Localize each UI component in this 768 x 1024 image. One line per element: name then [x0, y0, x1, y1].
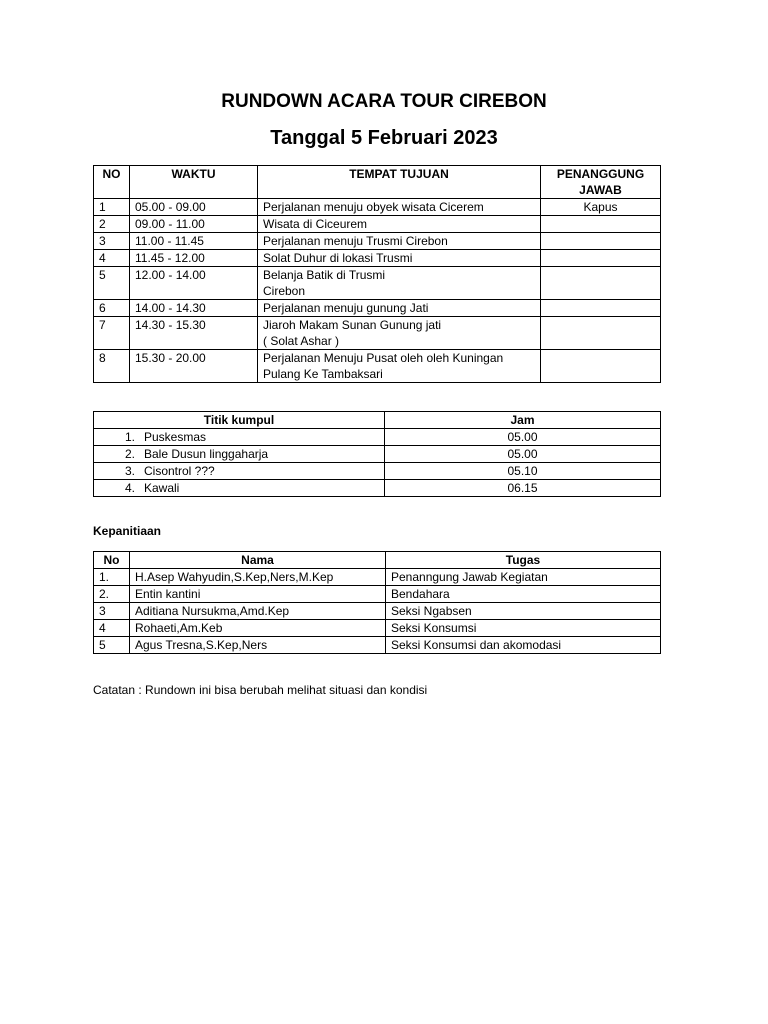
row-no: 5 — [94, 267, 130, 300]
table-row — [94, 250, 661, 267]
row-tempat-tujuan — [258, 233, 541, 250]
table-row — [94, 480, 661, 497]
row-no: 2. — [94, 586, 130, 603]
row-tempat-tujuan — [258, 350, 541, 383]
titik-name: Kawali — [144, 481, 180, 495]
row-tempat-tujuan — [258, 267, 541, 300]
table-row — [94, 350, 661, 383]
header-nama: Nama — [130, 552, 386, 569]
header-no: No — [94, 552, 130, 569]
table-row — [94, 603, 661, 620]
row-titik-kumpul — [94, 446, 385, 463]
tempat-line: Jiaroh Makam Sunan Gunung jati — [263, 318, 442, 332]
header-jam: Jam — [385, 412, 661, 429]
header-waktu: WAKTU — [130, 166, 258, 199]
row-tempat-tujuan — [258, 216, 541, 233]
row-tugas: Seksi Konsumsi — [386, 620, 661, 637]
tempat-line: Belanja Batik di Trusmi — [263, 268, 386, 282]
row-no: 4 — [94, 620, 130, 637]
tempat-line: ( Solat Ashar ) — [263, 334, 340, 348]
row-titik-kumpul — [94, 463, 385, 480]
row-penanggung-jawab — [541, 216, 661, 233]
row-waktu: 09.00 - 11.00 — [130, 216, 258, 233]
row-tempat-tujuan — [258, 300, 541, 317]
row-waktu: 14.00 - 14.30 — [130, 300, 258, 317]
header-tempat-tujuan: TEMPAT TUJUAN — [258, 166, 541, 199]
header-tugas: Tugas — [386, 552, 661, 569]
table-row — [94, 620, 661, 637]
tempat-line: Perjalanan Menuju Pusat oleh oleh Kuningan — [263, 351, 504, 365]
row-penanggung-jawab — [541, 267, 661, 300]
table-row — [94, 317, 661, 350]
row-jam: 05.10 — [385, 463, 661, 480]
row-no: 3 — [94, 233, 130, 250]
row-penanggung-jawab: Kapus — [541, 199, 661, 216]
row-tempat-tujuan — [258, 317, 541, 350]
row-jam: 05.00 — [385, 446, 661, 463]
row-no: 1 — [94, 199, 130, 216]
titik-name: Bale Dusun linggaharja — [144, 447, 269, 461]
header-titik-kumpul: Titik kumpul — [94, 412, 385, 429]
row-tugas: Seksi Konsumsi dan akomodasi — [386, 637, 661, 654]
row-no: 3 — [94, 603, 130, 620]
row-penanggung-jawab — [541, 250, 661, 267]
row-waktu: 15.30 - 20.00 — [130, 350, 258, 383]
table-row — [94, 199, 661, 216]
document-title: RUNDOWN ACARA TOUR CIREBON — [221, 91, 547, 112]
row-no: 1. — [94, 569, 130, 586]
row-nama: Aditiana Nursukma,Amd.Kep — [130, 603, 386, 620]
header-no: NO — [94, 166, 130, 199]
meeting-point-table — [93, 411, 661, 497]
tempat-line: Perjalanan menuju gunung Jati — [263, 301, 429, 315]
tempat-line: Perjalanan menuju obyek wisata Cicerem — [263, 200, 484, 214]
note-text: Catatan : Rundown ini bisa berubah melihat situasi dan kondisi — [93, 683, 428, 697]
tempat-line: Pulang Ke Tambaksari — [263, 367, 383, 381]
row-penanggung-jawab — [541, 317, 661, 350]
row-no: 8 — [94, 350, 130, 383]
table-row — [94, 586, 661, 603]
row-nama: Rohaeti,Am.Keb — [130, 620, 386, 637]
table-row — [94, 463, 661, 480]
list-number: 3. — [124, 464, 135, 478]
table-row — [94, 267, 661, 300]
row-penanggung-jawab — [541, 300, 661, 317]
tempat-line: Perjalanan menuju Trusmi Cirebon — [263, 234, 448, 248]
row-penanggung-jawab — [541, 350, 661, 383]
tempat-line: Wisata di Ciceurem — [263, 217, 368, 231]
row-nama: Entin kantini — [130, 586, 386, 603]
row-tugas: Bendahara — [386, 586, 661, 603]
titik-name: Puskesmas — [144, 430, 207, 444]
row-tempat-tujuan — [258, 199, 541, 216]
table-row — [94, 216, 661, 233]
row-waktu: 14.30 - 15.30 — [130, 317, 258, 350]
row-nama: Agus Tresna,S.Kep,Ners — [130, 637, 386, 654]
row-nama: H.Asep Wahyudin,S.Kep,Ners,M.Kep — [130, 569, 386, 586]
table-row — [94, 637, 661, 654]
row-jam: 06.15 — [385, 480, 661, 497]
row-no: 2 — [94, 216, 130, 233]
titik-name: Cisontrol ??? — [144, 464, 215, 478]
list-number: 2. — [124, 447, 135, 461]
row-waktu: 12.00 - 14.00 — [130, 267, 258, 300]
row-waktu: 11.45 - 12.00 — [130, 250, 258, 267]
row-tugas: Seksi Ngabsen — [386, 603, 661, 620]
list-number: 4. — [124, 481, 135, 495]
row-waktu: 11.00 - 11.45 — [130, 233, 258, 250]
row-no: 7 — [94, 317, 130, 350]
table-row — [94, 300, 661, 317]
table-row — [94, 429, 661, 446]
row-waktu: 05.00 - 09.00 — [130, 199, 258, 216]
row-no: 4 — [94, 250, 130, 267]
list-number: 1. — [124, 430, 135, 444]
tempat-line: Cirebon — [263, 284, 306, 298]
row-no: 5 — [94, 637, 130, 654]
table-row — [94, 446, 661, 463]
row-titik-kumpul — [94, 429, 385, 446]
table-row — [94, 569, 661, 586]
committee-heading: Kepanitiaan — [93, 524, 162, 538]
row-jam: 05.00 — [385, 429, 661, 446]
document-date: Tanggal 5 Februari 2023 — [270, 127, 498, 149]
rundown-table — [93, 165, 661, 383]
header-penanggung-jawab: PENANGGUNG JAWAB — [541, 166, 661, 199]
row-penanggung-jawab — [541, 233, 661, 250]
row-titik-kumpul — [94, 480, 385, 497]
table-row — [94, 233, 661, 250]
tempat-line: Solat Duhur di lokasi Trusmi — [263, 251, 413, 265]
row-tempat-tujuan — [258, 250, 541, 267]
row-no: 6 — [94, 300, 130, 317]
committee-table — [93, 551, 661, 654]
row-tugas: Penanngung Jawab Kegiatan — [386, 569, 661, 586]
